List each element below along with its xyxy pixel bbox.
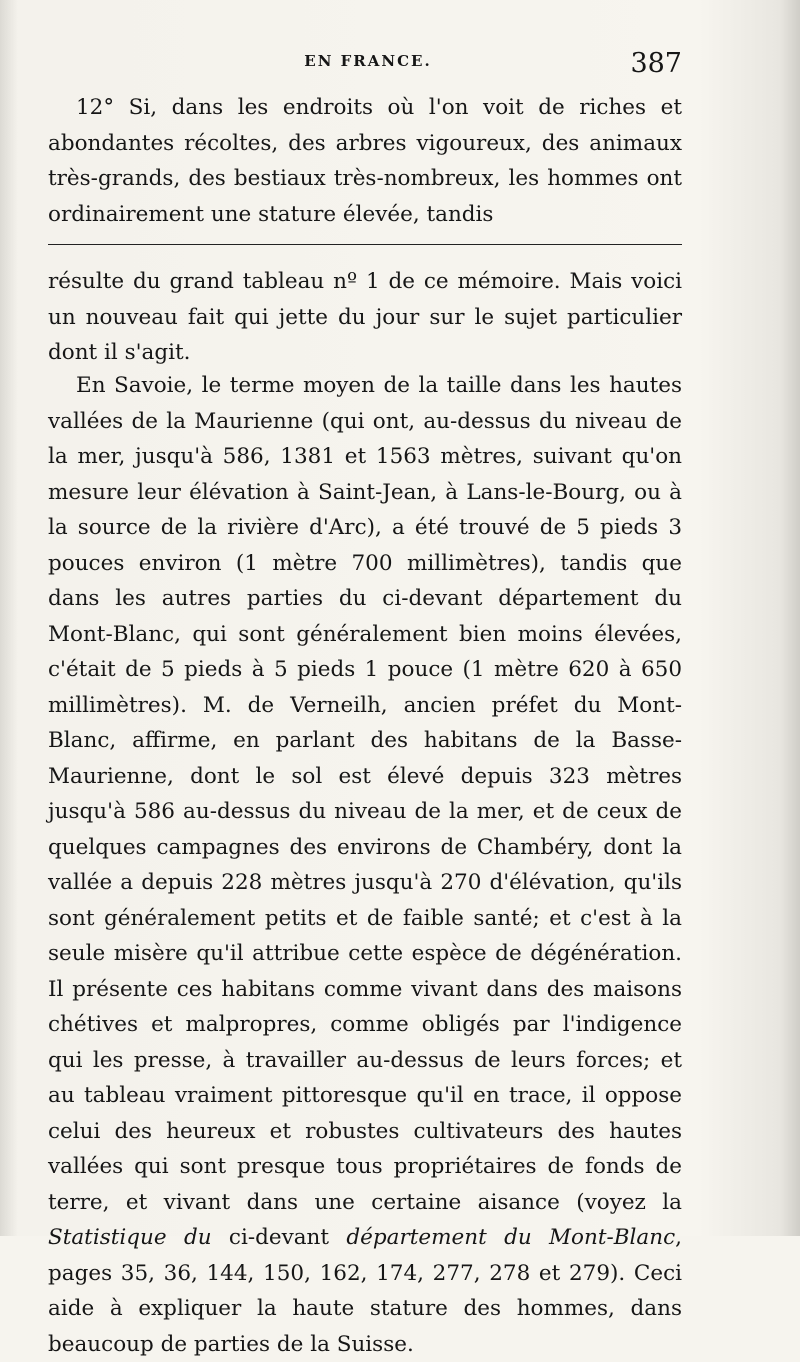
paragraph-savoie-text-mid: ci-devant (228, 1225, 330, 1250)
footnote-separator-rule (48, 244, 682, 245)
italic-title-statistique: Statistique du (48, 1225, 212, 1250)
paragraph-savoie-text-2: , pages 35, 36, 144, 150, 162, 174, 277, 278 et 279). Ceci aide à expliquer la haute stature des hommes, dans beaucoup de parties de la Suisse. (48, 1225, 682, 1357)
paragraph-12: 12° Si, dans les endroits où l'on voit de riches et abondantes récoltes, des arbres vigoureux, des animaux très-grands, des bestiaux très-nombreux, les hommes ont ordinairement une stature élevée, tandis (48, 95, 682, 227)
italic-title-departement: département du Mont-Blanc (346, 1225, 676, 1250)
text-block-top (48, 90, 682, 232)
text-block-continued (48, 264, 682, 371)
running-head: EN FRANCE. (304, 52, 432, 70)
paragraph-savoie (48, 368, 682, 1362)
page-header (48, 48, 688, 88)
page-number: 387 (630, 48, 682, 79)
text-block-main (48, 368, 682, 1362)
paragraph-savoie-text-1: En Savoie, le terme moyen de la taille dans les hautes vallées de la Maurienne (qui ont, au-dessus du niveau de la mer, jusqu'à 586, 1381 et 1563 mètres, suivant qu'on mesure leur élévation à Saint-Jean, à Lans-le-Bourg, ou à la source de la rivière d'Arc), a été trouvé de 5 pieds 3 pouces environ (1 mètre 700 millimètres), tandis que dans les autres parties du ci-devant département du Mont-Blanc, qui sont généralement bien moins élevées, c'était de 5 pieds à 5 pieds 1 pouce (1 mètre 620 à 650 millimètres). M. de Verneilh, ancien préfet du Mont-Blanc, affirme, en parlant des habitans de la Basse-Maurienne, dont le sol est élevé depuis 323 mètres jusqu'à 586 au-dessus du niveau de la mer, et de ceux de quelques campagnes des environs de Chambéry, dont la vallée a depuis 228 mètres jusqu'à 270 d'élévation, qu'ils sont généralement petits et de faible santé; et c'est à la seule misère qu'il attribue cette espèce de dégénération. Il présente ces habitans comme vivant dans des maisons chétives et malpropres, comme obligés par l'indigence qui les presse, à travailler au-dessus de leurs forces; et au tableau vraiment pittoresque qu'il en trace, il oppose celui des heureux et robustes cultivateurs des hautes vallées qui sont presque tous propriétaires de fonds de terre, et vivant dans une certaine aisance (voyez la (48, 373, 682, 1215)
paragraph-continued: résulte du grand tableau nº 1 de ce mémoire. Mais voici un nouveau fait qui jette du jour sur le sujet particulier dont il s'agit. (48, 269, 682, 365)
